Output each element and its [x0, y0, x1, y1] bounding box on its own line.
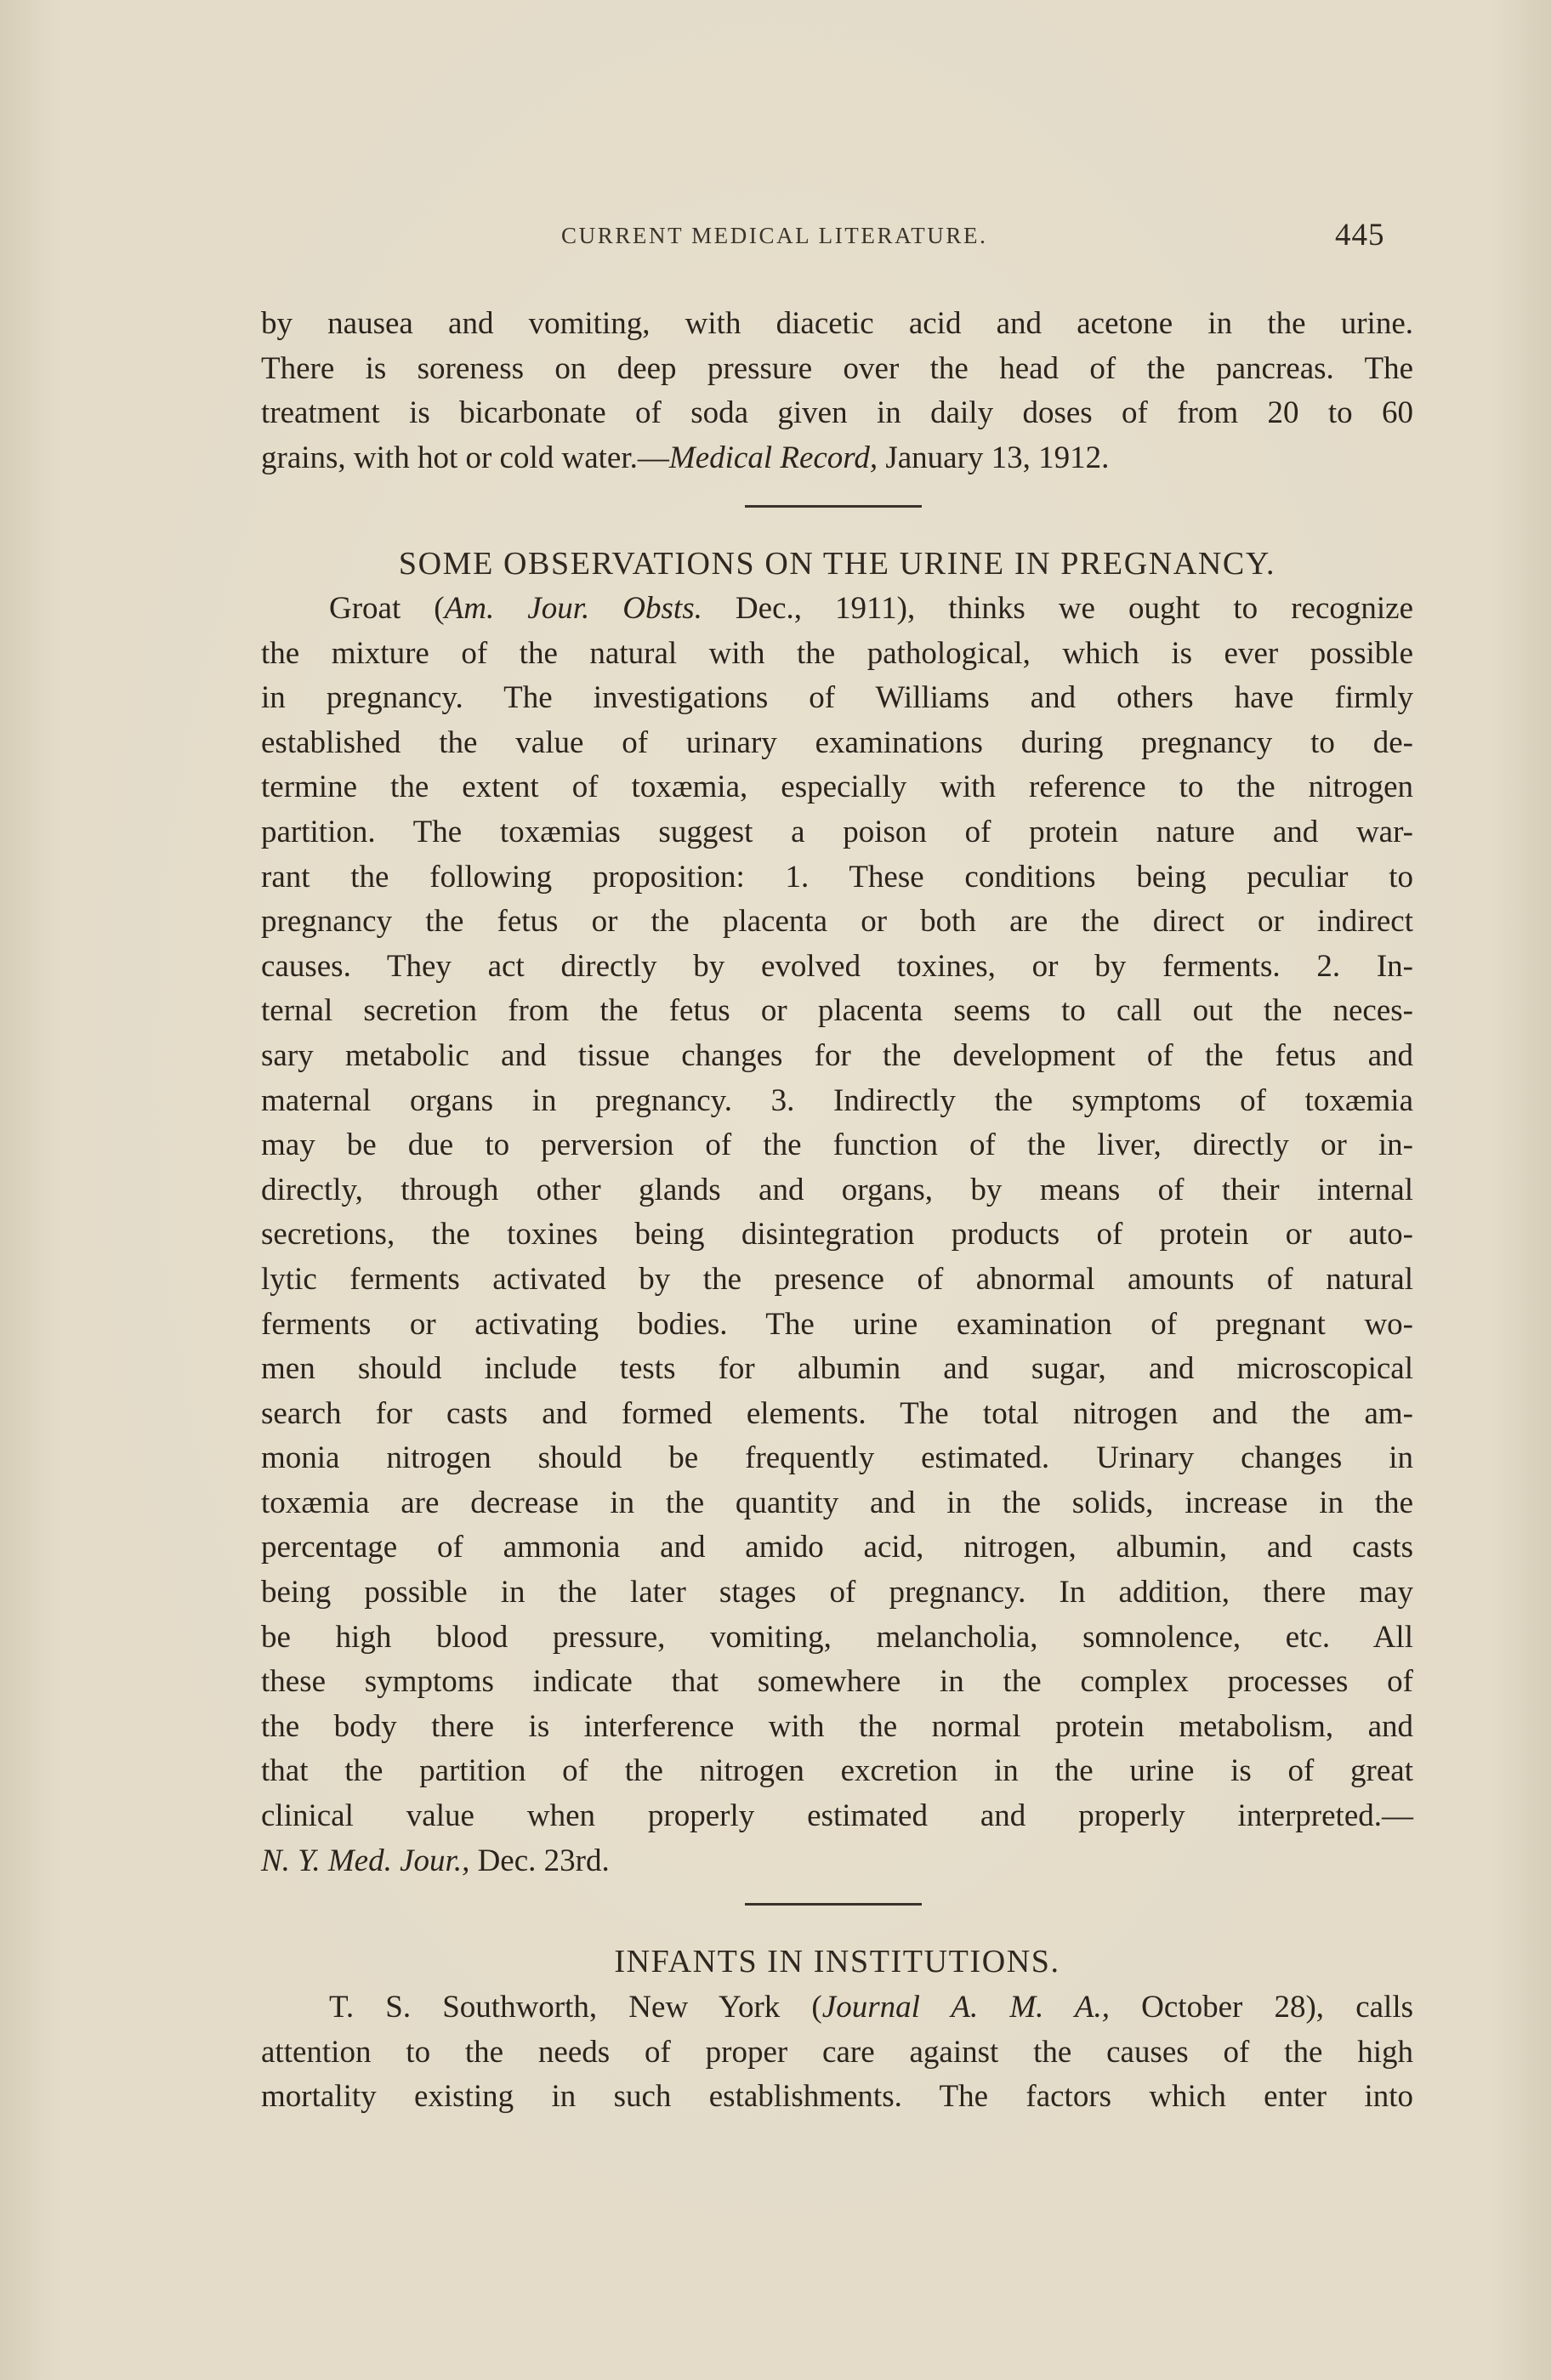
text-fragment: Groat (	[329, 591, 445, 626]
text-line: these symptoms indicate that somewhere in the complex processes of	[261, 1664, 1413, 1700]
text-line: toxæmia are decrease in the quantity and in the solids, increase in the	[261, 1485, 1413, 1520]
article-heading: INFANTS IN INSTITUTIONS.	[614, 1944, 1060, 1980]
page-number: 445	[1335, 218, 1385, 253]
section-divider	[745, 1903, 922, 1906]
text-line: causes. They act directly by evolved toxines, or by ferments. 2. In-	[261, 948, 1413, 984]
text-line: monia nitrogen should be frequently estimated. Urinary changes in	[261, 1440, 1413, 1476]
text-line	[261, 436, 1413, 481]
text-line: the mixture of the natural with the pathological, which is ever possible	[261, 635, 1413, 671]
text-fragment: January 13, 1912.	[878, 440, 1110, 475]
text-line: partition. The toxæmias suggest a poison of protein nature and war-	[261, 814, 1413, 849]
text-line: mortality existing in such establishments. The factors which enter into	[261, 2079, 1413, 2115]
text-fragment: Dec., 1911), thinks we ought to recognize	[702, 591, 1414, 626]
text-line: pregnancy the fetus or the placenta or both are the direct or indirect	[261, 904, 1413, 940]
text-line: sary metabolic and tissue changes for the development of the fetus and	[261, 1037, 1413, 1073]
text-line: clinical value when properly estimated and properly interpreted.—	[261, 1798, 1413, 1834]
text-line: directly, through other glands and organs, by means of their internal	[261, 1172, 1413, 1207]
text-fragment: Dec. 23rd.	[469, 1843, 610, 1878]
article-body	[261, 587, 1413, 1883]
text-line: termine the extent of toxæmia, especially with reference to the nitrogen	[261, 770, 1413, 805]
text-line: treatment is bicarbonate of soda given in daily doses of from 20 to 60	[261, 395, 1413, 431]
text-fragment: grains, with hot or cold water.—	[261, 440, 669, 475]
citation: Journal A. M. A.,	[821, 1990, 1111, 2025]
text-line: search for casts and formed elements. The total nitrogen and the am-	[261, 1395, 1413, 1431]
text-line: that the partition of the nitrogen excretion in the urine is of great	[261, 1753, 1413, 1789]
text-line: be high blood pressure, vomiting, melancholia, somnolence, etc. All	[261, 1619, 1413, 1655]
running-head: CURRENT MEDICAL LITERATURE.	[561, 223, 988, 248]
text-line: may be due to perversion of the function of the liver, directly or in-	[261, 1128, 1413, 1163]
text-line: the body there is interference with the normal protein metabolism, and	[261, 1708, 1413, 1744]
text-line: There is soreness on deep pressure over the head of the pancreas. The	[261, 350, 1413, 386]
text-fragment: October 28), calls	[1110, 1990, 1414, 2025]
text-line: lytic ferments activated by the presence of abnormal amounts of natural	[261, 1261, 1413, 1297]
citation: Medical Record,	[668, 440, 878, 475]
text-line: in pregnancy. The investigations of Williams and others have firmly	[261, 680, 1413, 716]
article-heading: SOME OBSERVATIONS ON THE URINE IN PREGNANCY.	[398, 546, 1276, 582]
text-line: maternal organs in pregnancy. 3. Indirectly the symptoms of toxæmia	[261, 1082, 1413, 1118]
text-fragment: T. S. Southworth, New York (	[329, 1990, 822, 2025]
text-line: men should include tests for albumin and sugar, and microscopical	[261, 1351, 1413, 1387]
continuation-paragraph	[261, 302, 1413, 480]
citation: N. Y. Med. Jour.,	[261, 1843, 470, 1878]
article-body	[261, 1985, 1413, 2120]
text-line: ferments or activating bodies. The urine examination of pregnant wo-	[261, 1306, 1413, 1342]
text-line: attention to the needs of proper care against the causes of the high	[261, 2034, 1413, 2070]
text-line	[261, 1839, 1413, 1884]
text-line: by nausea and vomiting, with diacetic acid and acetone in the urine.	[261, 306, 1413, 341]
text-line	[261, 1985, 1413, 2031]
text-line: percentage of ammonia and amido acid, nitrogen, albumin, and casts	[261, 1530, 1413, 1565]
text-line: secretions, the toxines being disintegration products of protein or auto-	[261, 1217, 1413, 1252]
citation: Am. Jour. Obsts.	[444, 591, 702, 626]
text-line: rant the following proposition: 1. These conditions being peculiar to	[261, 859, 1413, 895]
section-divider	[745, 505, 922, 508]
text-line: being possible in the later stages of pregnancy. In addition, there may	[261, 1575, 1413, 1610]
text-line: established the value of urinary examinations during pregnancy to de-	[261, 724, 1413, 760]
text-line	[261, 587, 1413, 632]
text-line: ternal secretion from the fetus or placenta seems to call out the neces-	[261, 993, 1413, 1029]
